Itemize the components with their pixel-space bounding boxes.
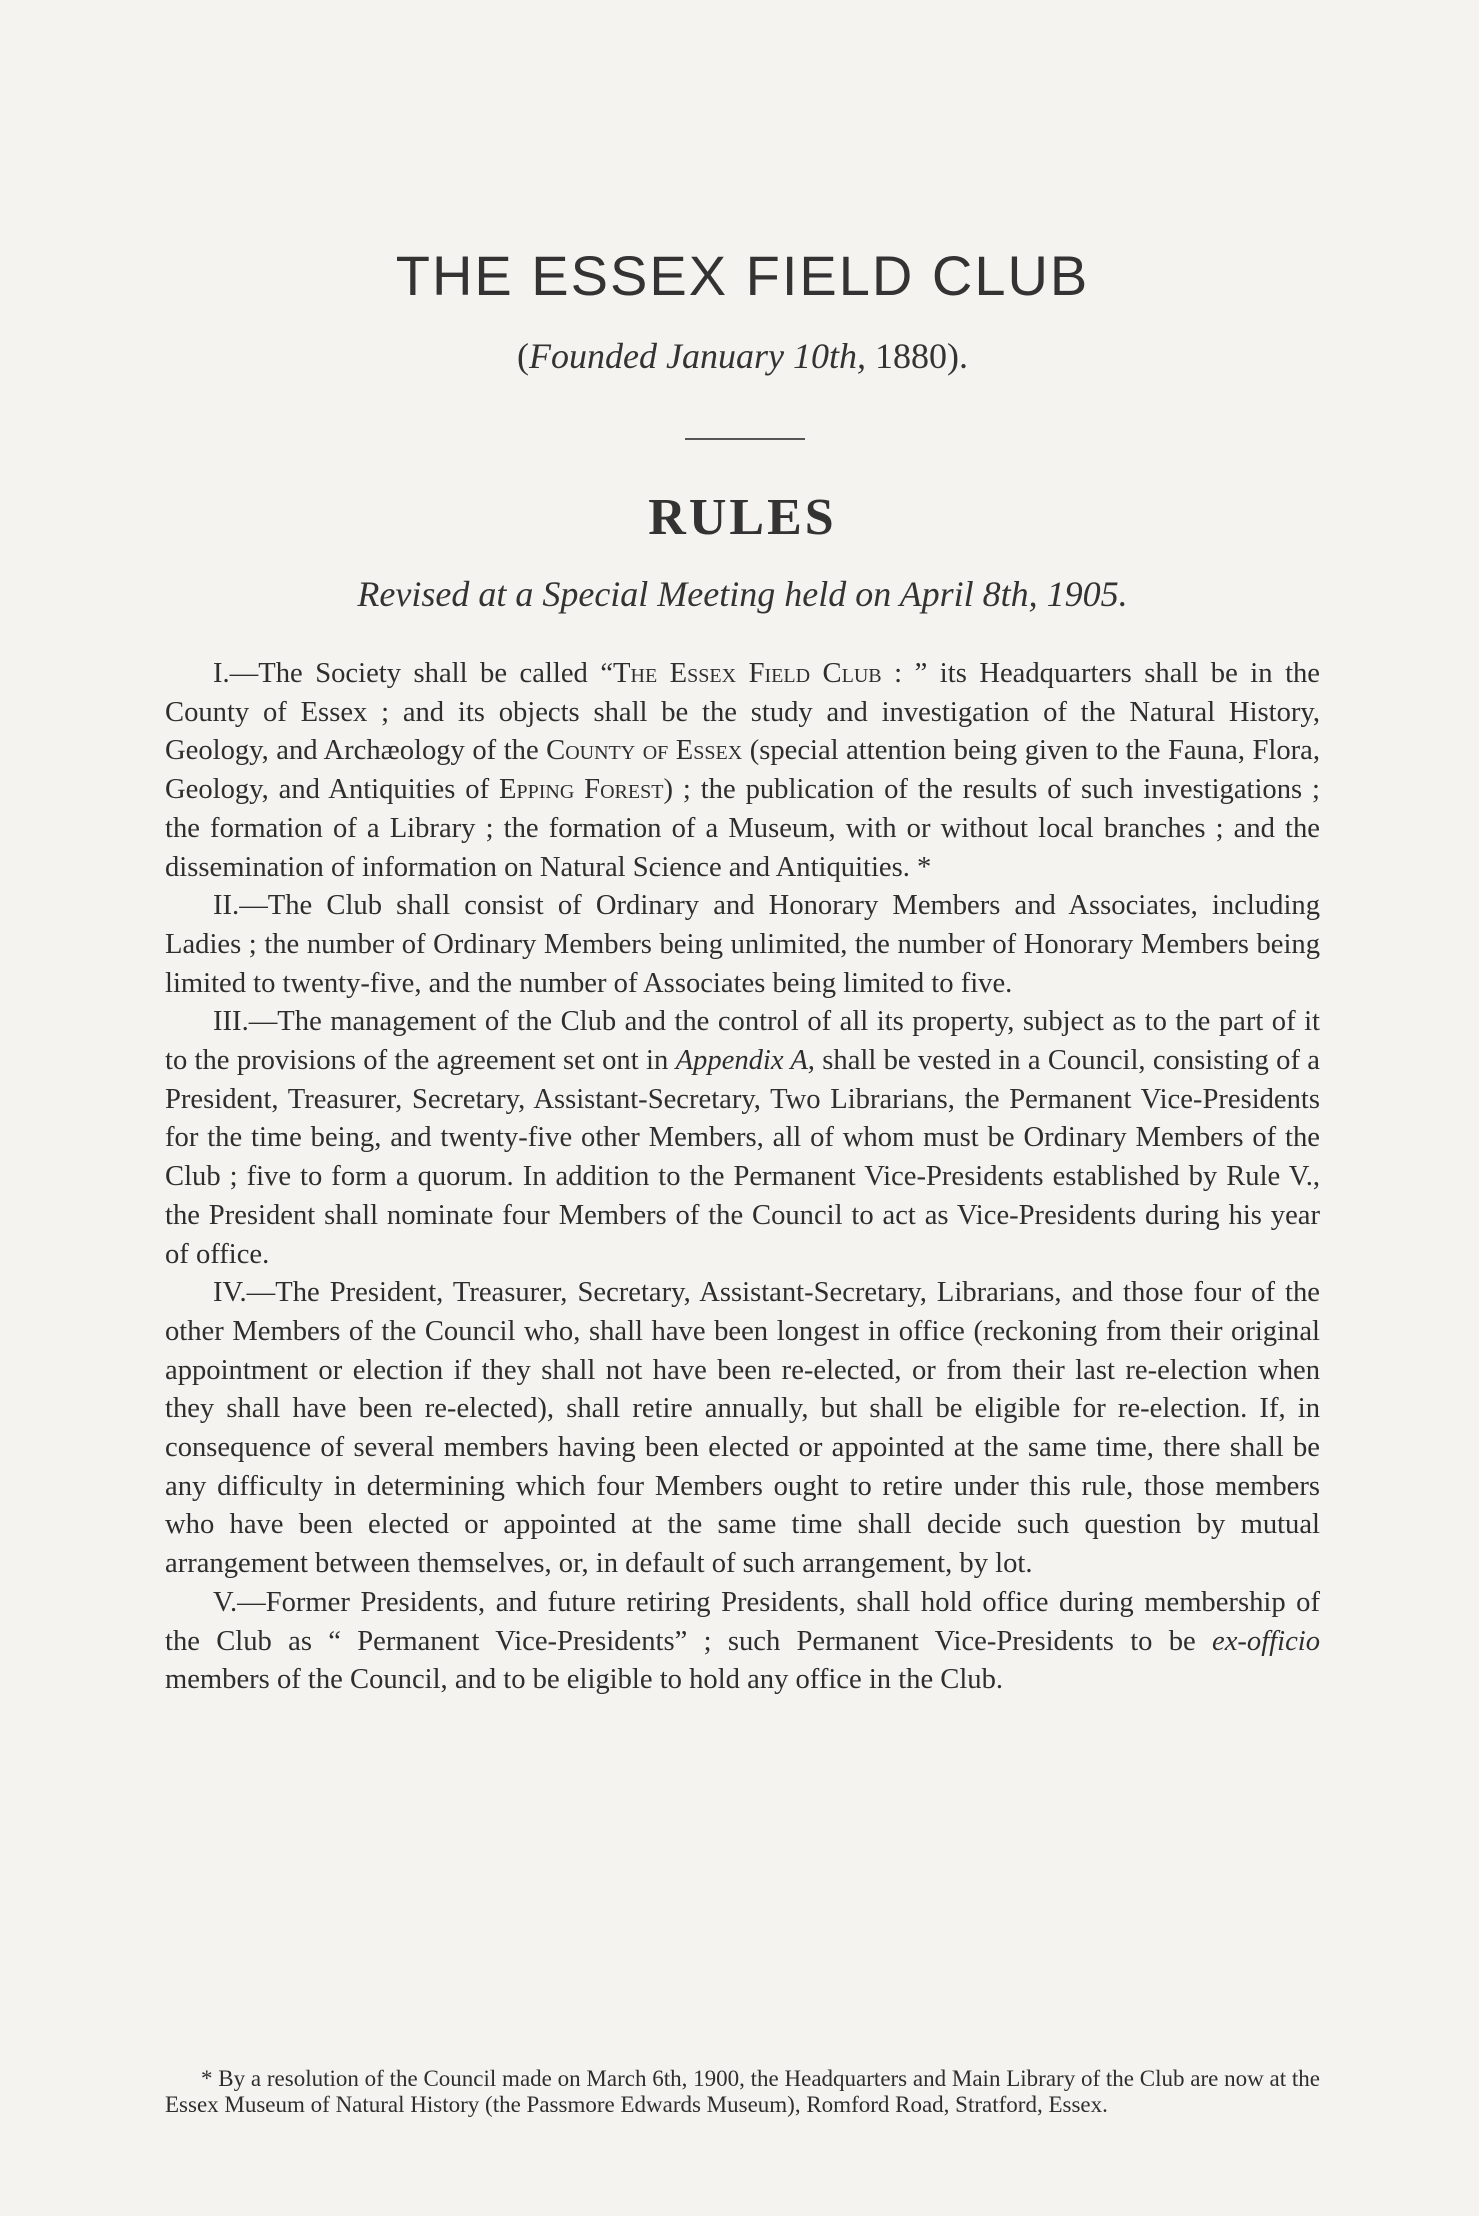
rule-4: IV.—The President, Treasurer, Secretary, Assistant-Secretary, Librarians, and those four of the other Members of the Council who, shall have been longest in office (reckoning from their original appointment or election if they shall not have been re-elected, or from their last re-election when they shall have been re-elected), shall retire annually, but shall be eligible for re-election. If, in consequence of several members having been elected or appointed at the same time, there shall be any difficulty in determining which four Members ought to retire under this rule, those members who have been elected or appointed at the same time shall decide such question by mutual arrangement between themselves, or, in default of such arrangement, by lot. (165, 1277, 1320, 1580)
rule-1-club-name: The Essex Field Club (613, 658, 882, 689)
rule-5-ex-officio: ex-officio (1212, 1625, 1320, 1657)
founded-open-paren: ( (517, 336, 530, 376)
rule-3-appendix: Appendix A, (675, 1045, 815, 1077)
rule-2: II.—The Club shall consist of Ordinary and Honorary Members and Associates, including Ladies ; the number of Ordinary Members being unlimited, the number of Honorary Members being limited to twenty-five, and the number of Associates being limited to five. (165, 890, 1320, 999)
rule-5-text-b: members of the Council, and to be eligible to hold any office in the Club. (165, 1664, 1004, 1696)
club-title: THE ESSEX FIELD CLUB (395, 244, 1090, 307)
rule-5 (165, 1584, 1320, 1700)
rule-1-forest: Epping Forest (499, 774, 664, 806)
footnote: * By a resolution of the Council made on March 6th, 1900, the Headquarters and Main Library of the Club are now at the Essex Museum of Natural History (the Passmore Edwards Museum), Romford Road, Stratford, Essex. (165, 2066, 1320, 2117)
rule-1-text-b: : ” its Headquarters shall be in the County of Essex ; and its objects shall be the study and investigation of the Natural History, Geology, and Archæology of the (165, 658, 1320, 767)
founded-italic: Founded January 10th, (529, 336, 866, 376)
rule-5-text-a: V.—Former Presidents, and future retiring Presidents, shall hold office during membership of the Club as “ Permanent Vice-Presidents” ; such Permanent Vice-Presidents to be (165, 1586, 1320, 1657)
rule-3 (165, 1003, 1320, 1274)
rule-1-text-c: (special attention being given to the Fauna, Flora, Geology, and Antiquities of (165, 735, 1321, 806)
divider-line (685, 438, 805, 440)
rule-1 (165, 655, 1320, 887)
document-page (165, 0, 1320, 2216)
rule-3-text-b: shall be vested in a Council, consisting of a President, Treasurer, Secretary, Assistant-Secretary, Two Librarians, the Permanent Vice-Presidents for the time being, and twenty-five other Members, all of whom must be Ordinary Members of the Club ; five to form a quorum. In addition to the Permanent Vice-Presidents established by Rule V., the President shall nominate four Members of the Council to act as Vice-Presidents during his year of office. (165, 1045, 1320, 1270)
rule-1-county: County of Essex (546, 735, 743, 767)
rules-body (165, 655, 1320, 1700)
rule-1-text-d: ) ; the publication of the results of such investigations ; the formation of a Library ; the formation of a Museum, with or without local branches ; and the dissemination of information on Natural Science and Antiquities. * (165, 774, 1321, 883)
rule-3-text-a: III.—The management of the Club and the control of all its property, subject as to the part of it to the provisions of the agreement set ont in (165, 1006, 1320, 1077)
revised-date: Revised at a Special Meeting held on April 8th, 1905. (357, 574, 1128, 614)
rule-1-text-a: I.—The Society shall be called “ (213, 658, 614, 689)
rules-heading: RULES (648, 489, 837, 546)
founded-date (165, 335, 1320, 377)
founded-year: 1880). (865, 336, 968, 376)
